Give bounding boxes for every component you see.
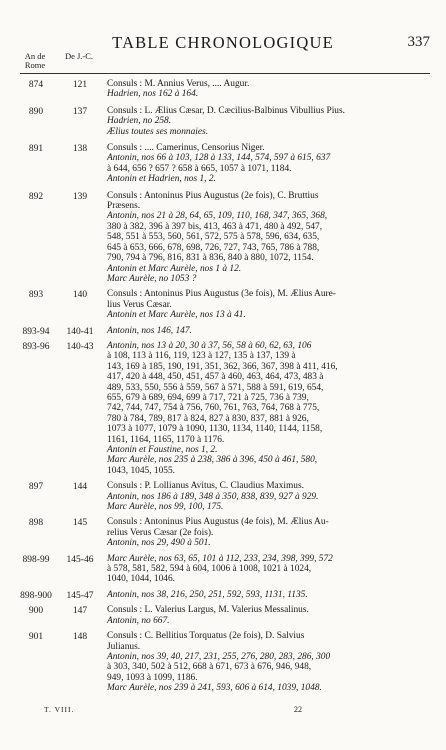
entry-line: Antonin et Faustine, nos 1, 2. (107, 445, 218, 455)
entry-line: Consuls : L. Ælius Cæsar, D. Cæcilius-Balbinus Vibullius Pius. (107, 105, 345, 116)
year-jc: 140 (72, 290, 88, 301)
year-jc: 144 (72, 482, 88, 493)
entry-line: Antonin, nos 146, 147. (107, 325, 192, 336)
entry-line: Hadrien, nos 162 à 164. (107, 89, 199, 100)
entry-line: Hadrien, no 258. (107, 116, 172, 127)
chronology-entry (0, 517, 446, 548)
year-rome: 893-94 (22, 326, 50, 337)
entry-line: Consuls : Antoninus Pius Augustus (3e fois), M. Ælius Aure- (107, 289, 336, 300)
entry-line: Antonin, nos 29, 490 à 501. (107, 538, 211, 549)
entry-body (107, 554, 425, 585)
entry-line: Marc Aurèle, nos 239 à 241, 593, 606 à 614, 1039, 1048. (107, 683, 322, 694)
chronology-entry (0, 481, 446, 512)
year-jc: 147 (72, 606, 88, 617)
chronology-entry (0, 143, 446, 185)
year-jc: 148 (72, 632, 88, 643)
year-rome: 893-96 (22, 341, 50, 352)
year-rome: 898-900 (20, 590, 52, 601)
entry-body (107, 517, 425, 548)
year-jc: 138 (72, 144, 88, 155)
entry-line: 143, 169 à 185, 190, 191, 351, 362, 366, 367, 398 à 411, 416, (107, 361, 338, 372)
entry-body (107, 590, 425, 600)
entry-line: Consuls : P. Lollianus Avitus, C. Claudius Maximus. (107, 481, 304, 492)
year-rome: 901 (28, 632, 44, 643)
year-jc: 121 (72, 80, 88, 90)
entry-line: lius Verus Cæsar. (107, 299, 172, 310)
entry-body (107, 191, 425, 285)
entry-line: Consuls : Antoninus Pius Augustus (4e fois), M. Ælius Au- (107, 517, 329, 528)
year-rome: 892 (28, 191, 44, 202)
entry-line: Antonin, no 667. (107, 615, 170, 626)
entry-line: 417, 420 à 448, 450, 451, 457 à 460, 463, 464, 473, 483 à (107, 372, 324, 383)
entry-line: Marc Aurèle, no 1053 ? (107, 273, 197, 284)
year-jc: 145-47 (66, 590, 94, 601)
volume-mark: T. VIII. (44, 705, 75, 714)
year-rome: 891 (28, 144, 44, 155)
entry-line: Antonin, nos 186 à 189, 348 à 350, 838, 839, 927 à 929. (107, 491, 319, 502)
chronology-entry (0, 191, 446, 285)
year-rome: 900 (28, 606, 44, 617)
entry-line: Antonin et Marc Aurèle, nos 13 à 41. (107, 310, 246, 321)
chronology-entry (0, 341, 446, 476)
entry-line: à 644, 656 ? 657 ? 658 à 665, 1057 à 1071, 1184. (107, 163, 292, 174)
entry-body (107, 106, 425, 137)
entry-line: Marc Aurèle, nos 235 à 238, 386 à 396, 450 à 461, 580, (107, 455, 318, 466)
year-jc: 145-46 (66, 554, 94, 565)
entry-body (107, 326, 425, 336)
entry-line: Consuls : C. Bellitius Torquatus (2e fois), D. Salvius (107, 631, 305, 642)
year-rome: 890 (28, 106, 44, 117)
year-jc: 145 (72, 518, 88, 529)
entry-line: Antonin, nos 39, 40, 217, 231, 255, 276, 280, 283, 286, 300 (107, 651, 331, 662)
page-number: 337 (407, 34, 430, 50)
entry-line: 655, 679 à 689, 694, 699 à 717, 721 à 725, 736 à 739, (107, 392, 309, 403)
year-jc: 140-41 (66, 326, 94, 337)
year-jc: 139 (72, 191, 88, 202)
entry-line: 548, 551 à 553, 560, 561, 572, 575 à 578, 596, 634, 635, (107, 232, 320, 243)
entry-line: 790, 794 à 796, 816, 831 à 836, 840 à 880, 1072, 1154. (107, 253, 314, 264)
entry-line: Consuls : Antoninus Pius Augustus (2e fois), C. Bruttius (107, 190, 319, 201)
entry-line: Marc Aurèle, nos 63, 65, 101 à 112, 233, 234, 398, 399, 572 (107, 553, 333, 564)
year-rome: 874 (28, 80, 44, 90)
year-rome: 897 (28, 482, 44, 493)
entry-body (107, 143, 425, 185)
entry-line: Ælius toutes ses monnaies. (107, 126, 209, 137)
signature-mark: 22 (294, 705, 302, 714)
column-header-an-de-rome: An de Rome (24, 51, 46, 70)
entry-line: 1040, 1044, 1046. (107, 574, 175, 585)
entry-line: Antonin et Hadrien, nos 1, 2. (107, 174, 216, 185)
entry-body (107, 631, 425, 693)
entry-body (107, 79, 425, 100)
entry-line: Consuls : .... Camerinus, Censorius Niger. (107, 143, 265, 154)
entry-line: relius Verus Cæsar (2e fois). (107, 527, 214, 538)
chronology-entry (0, 106, 446, 137)
entry-body (107, 605, 425, 626)
entry-line: 780 à 784, 789, 817 à 824, 827 à 830, 837, 881 à 926, (107, 413, 309, 424)
year-jc: 137 (72, 106, 88, 117)
entry-line: 380 à 382, 396 à 397 bis, 413, 463 à 471, 480 à 492, 547, (107, 221, 323, 232)
chronology-entry (0, 631, 446, 693)
chronology-entry (0, 289, 446, 320)
entry-line: à 108, 113 à 116, 119, 123 à 127, 135 à 137, 139 à (107, 351, 296, 362)
entry-body (107, 289, 425, 320)
entry-line: Præsens. (107, 201, 141, 212)
year-jc: 140-43 (66, 341, 94, 352)
entry-line: Antonin, nos 21 à 28, 64, 65, 109, 110, 168, 347, 365, 368, (107, 211, 328, 222)
page-title: TABLE CHRONOLOGIQUE (112, 33, 334, 52)
entry-line: 1043, 1045, 1055. (107, 465, 175, 476)
entry-line: Marc Aurèle, nos 99, 100, 175. (107, 502, 224, 513)
year-rome: 898-99 (22, 554, 50, 565)
entry-line: à 578, 581, 582, 594 à 604, 1006 à 1008, 1021 à 1024, (107, 564, 312, 575)
entry-line: Consuls : L. Valerius Largus, M. Valerius Messalinus. (107, 605, 309, 616)
entry-line: 1161, 1164, 1165, 1170 à 1176. (107, 434, 225, 445)
column-header-de-jc: De J.-C. (64, 51, 94, 61)
entry-line: 645 à 653, 666, 678, 698, 726, 727, 743, 765, 786 à 788, (107, 242, 320, 253)
chronology-entry (0, 79, 446, 100)
entry-line: Antonin, nos 38, 216, 250, 251, 592, 593, 1131, 1135. (107, 589, 308, 600)
entry-line: 949, 1093 à 1099, 1186. (107, 672, 198, 683)
entry-body (107, 481, 425, 512)
chronology-entry (0, 554, 446, 585)
year-rome: 893 (28, 290, 44, 301)
entry-line: 742, 744, 747, 754 à 756, 760, 761, 763, 764, 768 à 775, (107, 403, 320, 414)
chronology-entry (0, 590, 446, 600)
entry-line: Antonin, nos 66 à 103, 128 à 133, 144, 574, 597 à 615, 637 (107, 153, 331, 164)
entry-body (107, 341, 425, 476)
entry-line: 1073 à 1077, 1079 à 1090, 1130, 1134, 1140, 1144, 1158, (107, 424, 323, 435)
entry-line: 489, 533, 550, 556 à 559, 567 à 571, 588 à 591, 619, 654, (107, 382, 324, 393)
entry-line: Antonin et Marc Aurèle, nos 1 à 12. (107, 263, 242, 274)
year-rome: 898 (28, 518, 44, 529)
chronology-entry (0, 326, 446, 336)
chronology-entry (0, 605, 446, 626)
entry-line: Julianus. (107, 641, 141, 652)
entry-line: Antonin, nos 13 à 20, 30 à 37, 56, 58 à 60, 62, 63, 106 (107, 340, 312, 351)
chronology-entries (0, 69, 446, 694)
entry-line: à 303, 340, 502 à 512, 668 à 671, 673 à 676, 946, 948, (107, 662, 312, 673)
entry-line: Consuls : M. Annius Verus, .... Augur. (107, 79, 250, 89)
